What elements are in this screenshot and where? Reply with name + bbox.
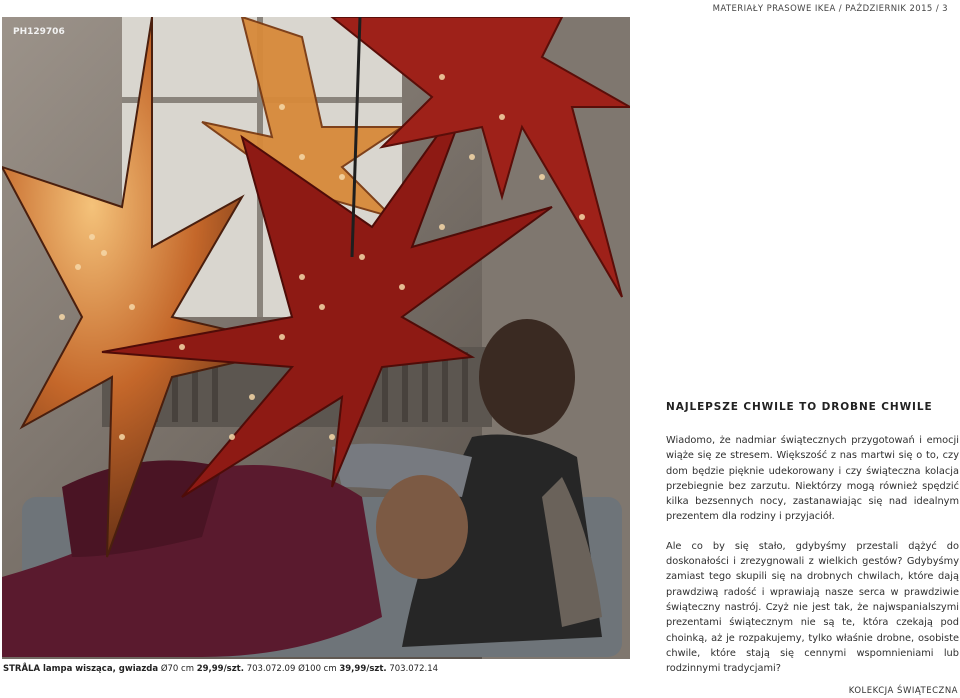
caption-product-name: STRÅLA lampa wisząca, gwiazda bbox=[3, 664, 159, 674]
caption-article-100: 703.072.14 bbox=[389, 664, 439, 674]
footer-section-label: KOLEKCJA ŚWIĄTECZNA bbox=[848, 686, 958, 696]
caption-price-70: 29,99/szt. bbox=[196, 664, 244, 674]
caption-price-100: 39,99/szt. bbox=[339, 664, 387, 674]
article-title: NAJLEPSZE CHWILE TO DROBNE CHWILE bbox=[666, 401, 933, 413]
photo-code: PH129706 bbox=[13, 27, 65, 37]
article-paragraph: Wiadomo, że nadmiar świątecznych przygotowań i emocji wiąże się ze stresem. Większość z nas martwi się o to, czy dom będzie pięknie udekorowany i czy świąteczna kolacja przebiegnie bez zarzutu. Niektórzy mogą również spędzić kilka bezsennych nocy, zastanawiając się nad idealnym prezentem dla rodziny i przyjaciół. bbox=[666, 435, 959, 523]
caption-size-70: Ø70 cm bbox=[160, 664, 194, 674]
article-paragraph: Ale co by się stało, gdybyśmy przestali dążyć do doskonałości i zrezygnowali z wielkich gestów? Gdybyśmy zamiast tego skupili się na drobnych chwilach, które dają prawdziwą radość i wprawiają nasze serca w prawdziwie świąteczny nastrój. Czyż nie jest tak, że najwspanialszymi prezentami świątecznym nie są te, która czekają pod choinką, aż je rozpakujemy, tylko właśnie drobne, osobiste chwile, które stają się cennymi wspomnieniami lub rodzinnymi tradycjami? bbox=[666, 540, 959, 675]
product-caption bbox=[3, 664, 438, 674]
product-photo bbox=[2, 17, 630, 659]
caption-article-70: 703.072.09 bbox=[246, 664, 296, 674]
header-issue-line: MATERIAŁY PRASOWE IKEA / PAŹDZIERNIK 2015 / 3 bbox=[712, 4, 948, 14]
photo-illustration bbox=[2, 17, 630, 659]
article bbox=[666, 401, 959, 690]
caption-size-100: Ø100 cm bbox=[298, 664, 337, 674]
